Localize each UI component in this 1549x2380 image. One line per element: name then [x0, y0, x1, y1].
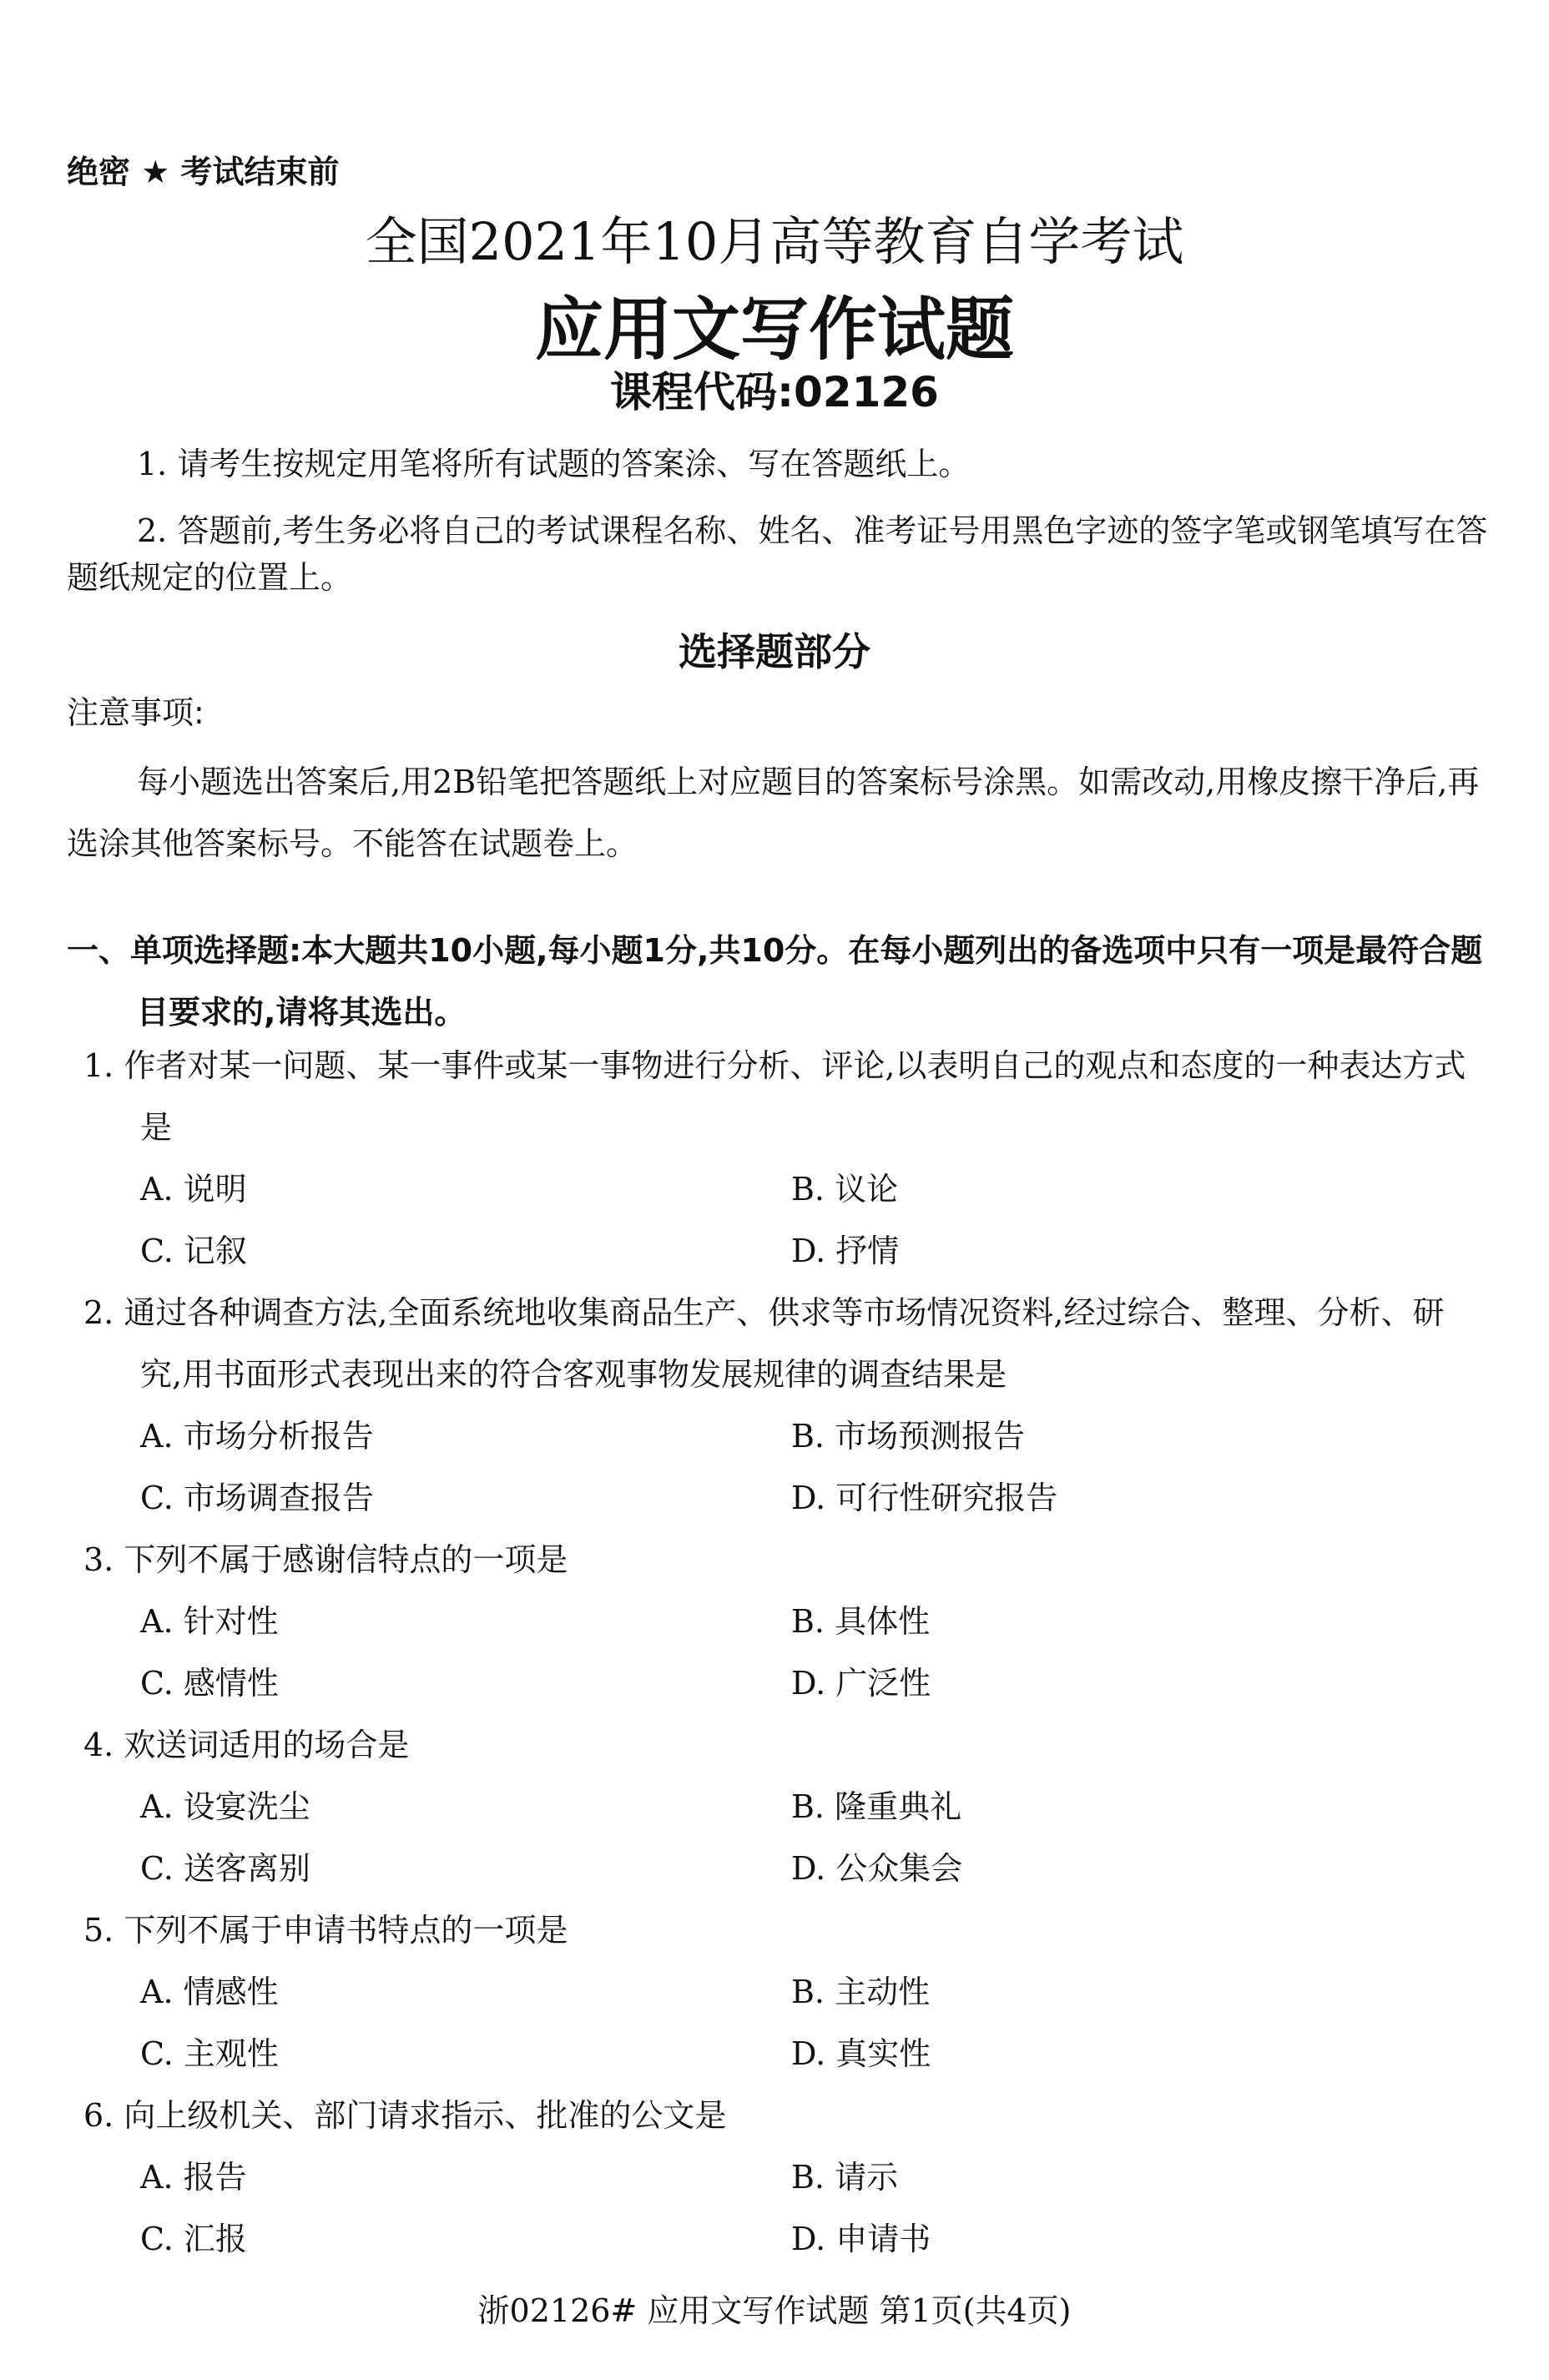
exam-title: 全国2021年10月高等教育自学考试	[365, 211, 1184, 272]
question-stem: 3. 下列不属于感谢信特点的一项是	[83, 1541, 568, 1578]
question-1	[83, 1035, 1486, 1282]
question-5	[83, 1899, 1486, 2085]
option-c: C. 主观性	[140, 2035, 279, 2072]
option-b: B. 主动性	[791, 1974, 931, 2010]
section-title: 选择题部分	[679, 629, 870, 674]
option-a: A. 情感性	[140, 1974, 279, 2010]
part1-heading: 一、单项选择题:本大题共10小题,每小题1分,共10分。在每小题列出的备选项中只有一项是最符合题目要求的,请将其选出。	[67, 932, 1483, 1031]
option-c: C. 感情性	[140, 1665, 279, 1702]
option-b: B. 请示	[791, 2159, 899, 2196]
question-options	[83, 1776, 1486, 1899]
question-options	[83, 1405, 1486, 1529]
subject-title: 应用文写作试题	[534, 290, 1014, 370]
question-options	[83, 1961, 1486, 2085]
option-b: B. 具体性	[791, 1603, 931, 1640]
question-3	[83, 1529, 1486, 1714]
question-stem: 4. 欢送词适用的场合是	[83, 1727, 410, 1763]
question-stem: 2. 通过各种调查方法,全面系统地收集商品生产、供求等市场情况资料,经过综合、整理、分析、研究,用书面形式表现出来的符合客观事物发展规律的调查结果是	[83, 1294, 1445, 1393]
option-b: B. 隆重典礼	[791, 1788, 962, 1825]
question-options	[83, 2146, 1486, 2270]
question-options	[83, 1158, 1486, 1282]
option-a: A. 针对性	[140, 1603, 279, 1640]
secret-mark: 绝密 ★ 考试结束前	[67, 154, 340, 190]
option-d: D. 申请书	[791, 2221, 931, 2257]
option-d: D. 可行性研究报告	[791, 1480, 1058, 1516]
option-a: A. 设宴洗尘	[140, 1788, 310, 1825]
option-a: A. 报告	[140, 2159, 247, 2196]
question-stem: 1. 作者对某一问题、某一事件或某一事物进行分析、评论,以表明自己的观点和态度的一种表达方式是	[83, 1047, 1466, 1146]
option-d: D. 真实性	[791, 2035, 931, 2072]
option-d: D. 抒情	[791, 1233, 900, 1269]
option-b: B. 议论	[791, 1171, 899, 1208]
option-c: C. 市场调查报告	[140, 1480, 374, 1516]
option-c: C. 汇报	[140, 2221, 247, 2257]
option-a: A. 说明	[140, 1171, 247, 1208]
page-footer: 浙02126# 应用文写作试题 第1页(共4页)	[477, 2292, 1072, 2329]
course-code: 课程代码:02126	[610, 368, 939, 416]
option-d: D. 广泛性	[791, 1665, 931, 1702]
option-a: A. 市场分析报告	[140, 1418, 374, 1455]
option-d: D. 公众集会	[791, 1850, 963, 1887]
option-c: C. 记叙	[140, 1233, 247, 1269]
question-options	[83, 1591, 1486, 1714]
question-stem: 5. 下列不属于申请书特点的一项是	[83, 1912, 568, 1949]
instruction-1: 1. 请考生按规定用笔将所有试题的答案涂、写在答题纸上。	[137, 446, 971, 482]
question-2	[83, 1282, 1486, 1529]
question-4	[83, 1714, 1486, 1899]
question-6	[83, 2085, 1486, 2270]
question-stem: 6. 向上级机关、部门请求指示、批准的公文是	[83, 2097, 727, 2134]
instruction-2: 2. 答题前,考生务必将自己的考试课程名称、姓名、准考证号用黑色字迹的签字笔或钢笔填写在答题纸规定的位置上。	[67, 512, 1488, 596]
notes-label: 注意事项:	[67, 694, 204, 731]
option-b: B. 市场预测报告	[791, 1418, 1026, 1455]
notes-text: 每小题选出答案后,用2B铅笔把答题纸上对应题目的答案标号涂黑。如需改动,用橡皮擦干净后,再选涂其他答案标号。不能答在试题卷上。	[67, 764, 1480, 862]
option-c: C. 送客离别	[140, 1850, 310, 1887]
